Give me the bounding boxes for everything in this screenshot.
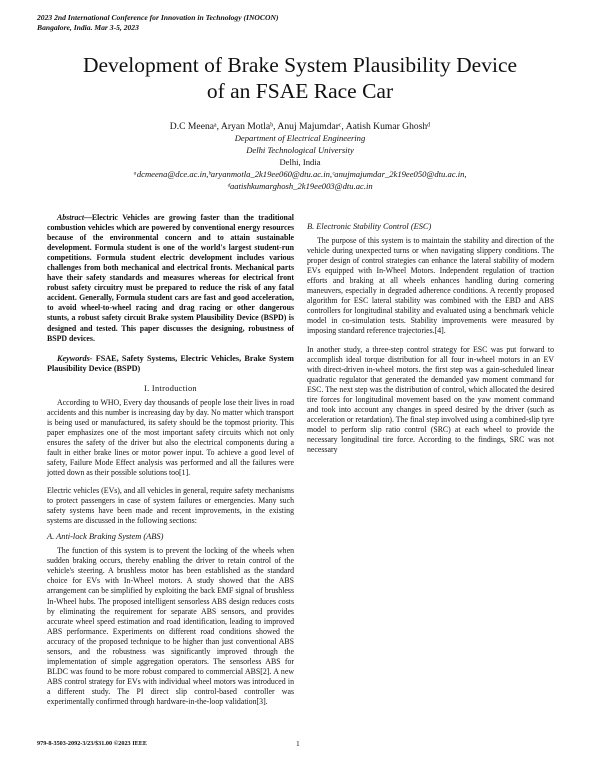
- keywords-text: FSAE, Safety Systems, Electric Vehicles, Brake System Plausibility Device (BSPD): [47, 353, 294, 374]
- subsection-heading-esc: B. Electronic Stability Control (ESC): [307, 222, 432, 231]
- intro-paragraph-1: According to WHO, Every day thousands of people lose their lives in road accidents and this number is increasing day by day. No matter which transport is being used or manufactured, its safety should be the topmost priority. This paper emphasizes one of the most important safety circuits which not only ensures the safety of the driver but also the electrical components during a fault in either brake lines or motor power input. To achieve a good level of safety, Failure Mode Effect analysis was performed and all the failures were jotted down as their possible solutions too[1].: [47, 397, 294, 477]
- department: Department of Electrical Engineering: [234, 133, 366, 143]
- esc-paragraph-2: In another study, a three-step control strategy for ESC was put forward to accomplish ideal torque distribution for all four in-wheel motors in an EV with direct-driven in-wheel motors. the first step was a gain-scheduled linear quadratic regulator that generated the demanded yaw moment command for ESC. The next step was the distribution of control, which allocated the desired tire forces for longitudinal movement based on the yaw moment command and took into account any changes in speed desired by the driver (such as acceleration or retardation). The final step involved using a combined-slip tyre model to perform slip ratio control (SRC) at each wheel to provide the necessary longitudinal tire force. According to the findings, SRC was not necessary: [307, 344, 554, 454]
- left-column: [47, 213, 294, 707]
- location: Delhi, India: [279, 157, 321, 167]
- conference-location: Bangalore, India. Mar 3-5, 2023: [37, 23, 139, 32]
- conference-header: [37, 13, 278, 33]
- page-number: 1: [296, 739, 300, 748]
- subsection-heading-abs: A. Anti-lock Braking System (ABS): [47, 532, 164, 542]
- intro-paragraph-2: Electric vehicles (EVs), and all vehicles in general, require safety mechanisms to protect passengers in case of system failures or emergencies. Many such safety systems have been made and recent improvements, in the existing systems are discussed in the following sections:: [47, 486, 294, 526]
- keywords-label: Keywords-: [57, 353, 93, 363]
- author-emails-2: ᵈaatishkumarghosh_2k19ee003@dtu.ac.in: [227, 181, 373, 191]
- conference-name: 2023 2nd International Conference for Innovation in Technology (INOCON): [37, 13, 279, 22]
- copyright-notice: 979-8-3503-2092-3/23/$31.00 ©2023 IEEE: [37, 740, 147, 747]
- abstract-label: Abstract: [57, 213, 85, 222]
- right-column: [307, 213, 554, 455]
- keywords: [47, 354, 294, 375]
- section-heading-introduction: I. Introduction: [144, 383, 197, 393]
- university: Delhi Technological University: [246, 145, 354, 155]
- paper-title: [0, 52, 600, 104]
- title-line-2: of an FSAE Race Car: [206, 79, 394, 103]
- abs-paragraph-1: The function of this system is to prevent the locking of the wheels when sudden braking occurs, thereby enabling the driver to retain control of the vehicle's steering. A brushless motor has been established as the standard choice for EVs with In-Wheel motors. A study showed that the ABS arrangement can be simplified by exploiting the back EMF signal of brushless In-Wheel hubs. The proposed intelligent sensorless ABS design reduces costs by eliminating the requirement for separate ABS sensors, and provides accurate wheel speed estimation and road identification, leading to improved ABS performance. Experiments on different road conditions showed the accuracy of the proposed technique to be higher than just conventional ABS sensors, and the robustness was significantly improved through the implementation of simple aggregation operators. The sensorless ABS for BLDC was found to be more robust compared to commercial ABS[2]. A new ABS control strategy for EVs with individual wheel motors was introduced in a different study. The PI direct slip control-based controller was experimentally confirmed through hardware-in-the-loop validation[3].: [47, 546, 294, 706]
- abstract: [47, 213, 294, 344]
- title-line-1: Development of Brake System Plausibility Device: [82, 53, 518, 77]
- esc-paragraph-1: The purpose of this system is to maintain the stability and direction of the vehicle during unexpected turns or when navigating slippery conditions. The proper design of control strategies can enhance the lateral stability of modern EVs equipped with In-Wheel Motors. Independent regulation of traction efforts and braking at all wheels enhances handling during cornering maneuvers, especially in degraded adherence conditions. A recently proposed algorithm for ESC lateral stability was combined with the EBD and ABS controllers for longitudinal stability and evaluated using a benchmark vehicle model in co-simulation tests. Stability improvements were measured by imposing standard reference trajectories.[4].: [307, 236, 554, 336]
- author-list: D.C Meenaᵃ, Aryan Motlaᵇ, Anuj Majumdarᶜ, Aatish Kumar Ghoshᵈ: [169, 121, 431, 132]
- abstract-text: —Electric Vehicles are growing faster than the traditional combustion vehicles which are powered by conventional energy resources because of the environmental concern and to attain sustainable development. Formula student is one of the world's largest student-run competitions. Formula student electric development includes various challenges from both mechanical and electrical fronts. Mechanical parts have their safety standards and measures whereas for electrical front robust safety circuitry must be prepared to reduce the risk of any fatal accident. Generally, Formula student cars are fast and good acceleration, to avoid wheel-to-wheel racing and drag racing or other dangerous stunts, a robust safety circuit Brake system Plausibility Device (BSPD) is designed and tested. This paper discusses the designing, robustness of BSPD devices.: [47, 213, 294, 343]
- author-emails-1: ᵃdcmeena@dce.ac.in,ᵇaryanmotla_2k19ee060@dtu.ac.in,ᶜanujmajumdar_2k19ee050@dtu.ac.in,: [133, 169, 467, 179]
